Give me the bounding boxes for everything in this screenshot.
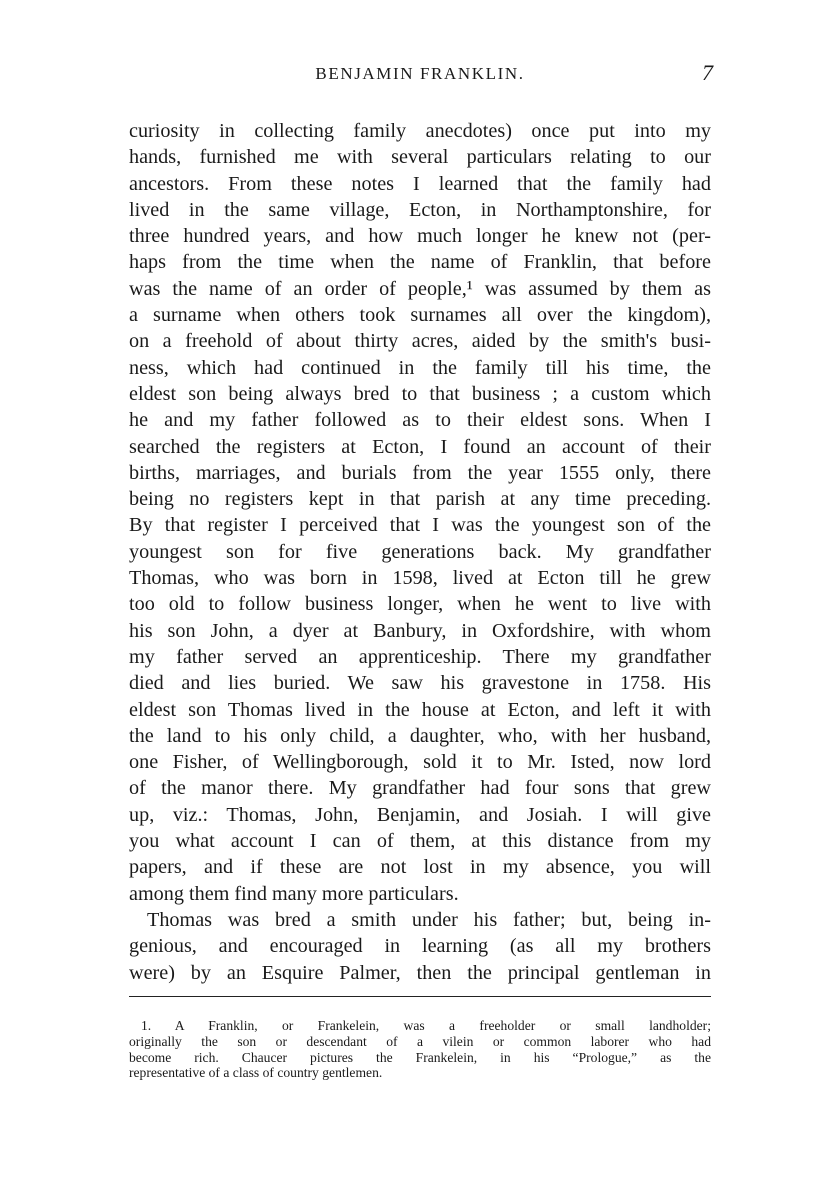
- page-number: 7: [702, 60, 713, 85]
- running-title: BENJAMIN FRANKLIN.: [315, 64, 525, 83]
- text-line: youngest son for five generations back. My grandfather: [129, 540, 711, 563]
- text-line: three hundred years, and how much longer he knew not (per-: [129, 225, 711, 248]
- text-line: genious, and encouraged in learning (as all my brothers: [129, 935, 711, 958]
- text-line: too old to follow business longer, when he went to live with: [129, 593, 711, 616]
- text-line: By that register I perceived that I was the youngest son of the: [129, 514, 711, 537]
- text-line: searched the registers at Ecton, I found an account of their: [129, 435, 711, 458]
- text-line: curiosity in collecting family anecdotes) once put into my: [129, 120, 711, 142]
- text-line: were) by an Esquire Palmer, then the principal gentleman in: [129, 961, 711, 984]
- footnote-line: originally the son or descendant of a vilein or common laborer who had: [129, 1033, 711, 1049]
- text-line: lived in the same village, Ecton, in Northamptonshire, for: [129, 198, 711, 221]
- text-line: being no registers kept in that parish at any time preceding.: [129, 488, 711, 511]
- text-line: the land to his only child, a daughter, who, with her husband,: [129, 724, 711, 747]
- text-line: ancestors. From these notes I learned that the family had: [129, 172, 711, 195]
- text-line: he and my father followed as to their eldest sons. When I: [129, 409, 711, 432]
- text-line: was the name of an order of people,¹ was assumed by them as: [129, 277, 711, 300]
- body-text: [129, 118, 711, 986]
- text-line: up, viz.: Thomas, John, Benjamin, and Josiah. I will give: [129, 803, 711, 826]
- text-line: one Fisher, of Wellingborough, sold it to Mr. Isted, now lord: [129, 751, 711, 774]
- footnote-line: representative of a class of country gentlemen.: [129, 1065, 383, 1081]
- page-header: [129, 60, 711, 90]
- text-line: among them find many more particulars.: [129, 882, 459, 905]
- text-line: papers, and if these are not lost in my absence, you will: [129, 856, 711, 879]
- text-line: Thomas was bred a smith under his father; but, being in-: [147, 908, 711, 931]
- text-line: a surname when others took surnames all over the kingdom),: [129, 304, 711, 327]
- text-line: you what account I can of them, at this distance from my: [129, 830, 711, 853]
- footnote-line: 1. A Franklin, or Frankelein, was a freeholder or small landholder;: [141, 1018, 711, 1033]
- footnote: [129, 1018, 711, 1081]
- text-line: haps from the time when the name of Franklin, that before: [129, 251, 711, 274]
- text-line: births, marriages, and burials from the year 1555 only, there: [129, 461, 711, 484]
- text-line: Thomas, who was born in 1598, lived at Ecton till he grew: [129, 567, 711, 590]
- text-line: ness, which had continued in the family till his time, the: [129, 356, 711, 379]
- text-line: hands, furnished me with several particulars relating to our: [129, 146, 711, 169]
- text-line: on a freehold of about thirty acres, aided by the smith's busi-: [129, 330, 711, 353]
- text-line: eldest son being always bred to that business ; a custom which: [129, 382, 711, 405]
- text-line: my father served an apprenticeship. There my grandfather: [129, 645, 711, 668]
- text-line: of the manor there. My grandfather had four sons that grew: [129, 777, 711, 800]
- footnote-rule: [129, 996, 711, 997]
- text-line: his son John, a dyer at Banbury, in Oxfordshire, with whom: [129, 619, 711, 642]
- footnote-line: become rich. Chaucer pictures the Frankelein, in his “Prologue,” as the: [129, 1049, 711, 1065]
- text-line: eldest son Thomas lived in the house at Ecton, and left it with: [129, 698, 711, 721]
- text-line: died and lies buried. We saw his gravestone in 1758. His: [129, 672, 711, 695]
